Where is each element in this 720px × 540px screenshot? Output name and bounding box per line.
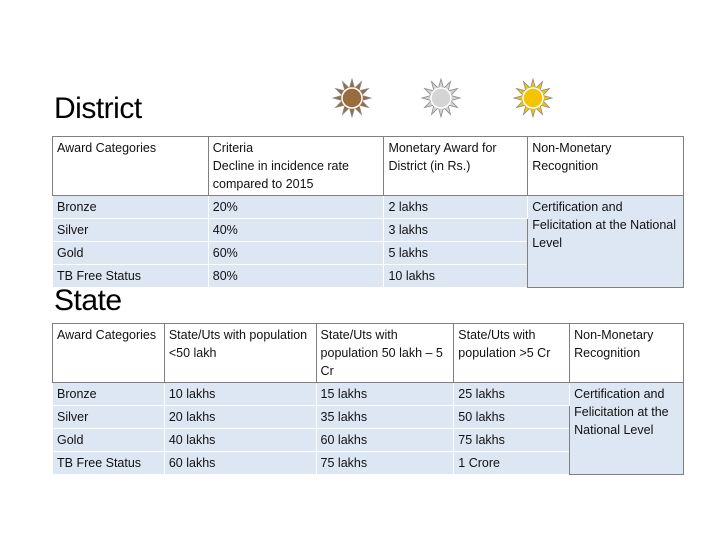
criteria-cell: 40% [208,219,384,242]
award-category-cell: Silver [53,406,165,429]
award-sun-icons [328,78,568,118]
award-amount-cell: 10 lakhs [164,383,316,406]
award-category-cell: TB Free Status [53,452,165,475]
award-amount-cell: 15 lakhs [316,383,454,406]
header-pop-under-50-lakh: State/Uts with population <50 lakh [164,324,316,383]
award-category-cell: TB Free Status [53,265,209,288]
award-category-cell: Gold [53,429,165,452]
award-amount-cell: 20 lakhs [164,406,316,429]
header-criteria: Criteria Decline in incidence rate compared to 2015 [208,137,384,196]
header-award-categories: Award Categories [53,324,165,383]
table-row [53,196,684,219]
silver-sun-icon [422,79,460,117]
award-category-cell: Gold [53,242,209,265]
header-pop-50-lakh-5-cr: State/Uts with population 50 lakh – 5 Cr [316,324,454,383]
criteria-cell: 20% [208,196,384,219]
monetary-award-cell: 10 lakhs [384,265,528,288]
state-heading: State [54,284,122,317]
state-award-table [52,323,684,475]
award-category-cell: Bronze [53,383,165,406]
award-amount-cell: 75 lakhs [454,429,570,452]
non-monetary-recognition-cell: Certification and Felicitation at the National Level [570,383,684,475]
award-amount-cell: 35 lakhs [316,406,454,429]
monetary-award-cell: 2 lakhs [384,196,528,219]
award-amount-cell: 60 lakhs [316,429,454,452]
award-category-cell: Silver [53,219,209,242]
header-non-monetary: Non-Monetary Recognition [528,137,684,196]
table-header-row [53,324,684,383]
table-row [53,383,684,406]
monetary-award-cell: 3 lakhs [384,219,528,242]
award-category-cell: Bronze [53,196,209,219]
criteria-cell: 80% [208,265,384,288]
gold-sun-icon [514,79,552,117]
district-award-table [52,136,684,288]
award-amount-cell: 1 Crore [454,452,570,475]
award-amount-cell: 25 lakhs [454,383,570,406]
header-award-categories: Award Categories [53,137,209,196]
header-pop-over-5-cr: State/Uts with population >5 Cr [454,324,570,383]
header-monetary-award: Monetary Award for District (in Rs.) [384,137,528,196]
award-amount-cell: 60 lakhs [164,452,316,475]
header-non-monetary: Non-Monetary Recognition [570,324,684,383]
award-amount-cell: 75 lakhs [316,452,454,475]
award-amount-cell: 50 lakhs [454,406,570,429]
district-heading: District [54,92,142,125]
bronze-sun-icon [333,79,371,117]
monetary-award-cell: 5 lakhs [384,242,528,265]
table-header-row [53,137,684,196]
criteria-cell: 60% [208,242,384,265]
non-monetary-recognition-cell: Certification and Felicitation at the National Level [528,196,684,288]
award-amount-cell: 40 lakhs [164,429,316,452]
